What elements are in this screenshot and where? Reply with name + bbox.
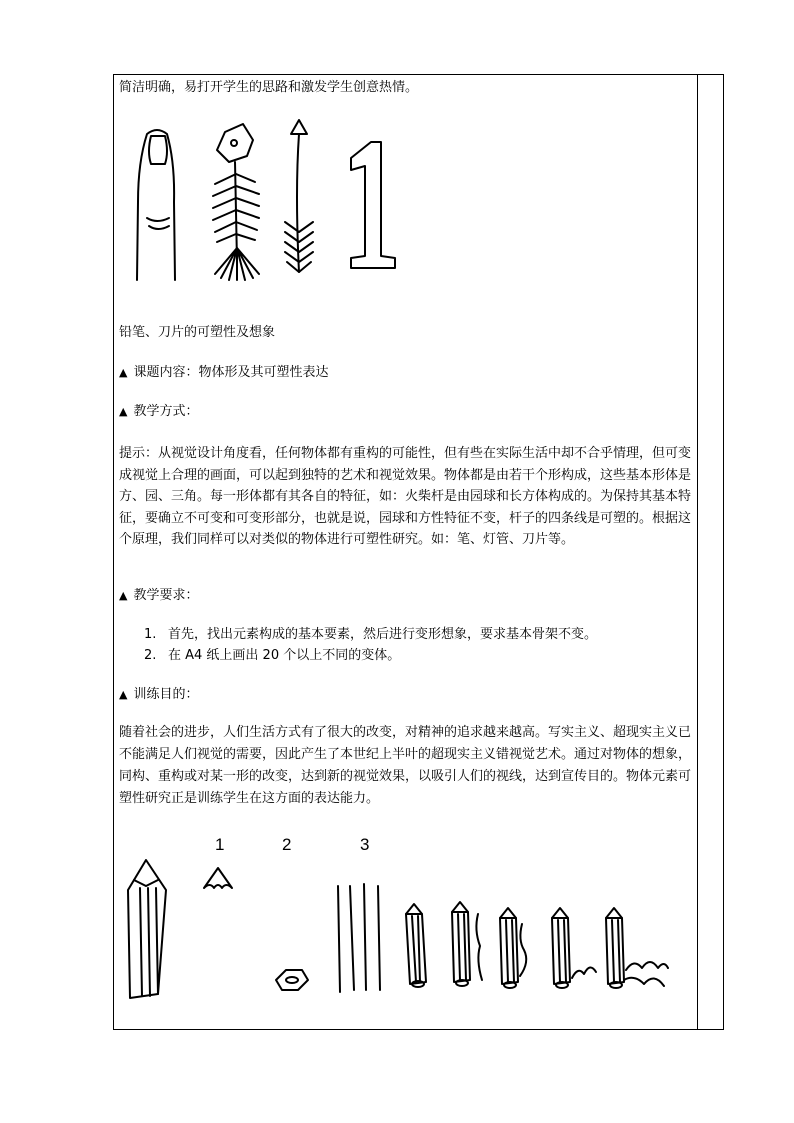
requirements-label: 教学要求： <box>133 588 199 603</box>
section-pencil-title: 铅笔、刀片的可塑性及想象 <box>119 325 276 340</box>
requirement-item <box>144 625 597 645</box>
sketch-row-top <box>125 122 405 282</box>
fishbone-sketch <box>213 124 259 280</box>
requirement-number: 2. <box>144 648 157 663</box>
triangle-bullet-icon: ▲ <box>119 366 128 379</box>
requirement-item <box>144 646 400 666</box>
figure-label: 3 <box>360 835 370 854</box>
table-column-divider <box>697 74 698 1030</box>
pencil-tip-sketch <box>204 868 232 888</box>
large-pencil-sketch <box>128 860 166 998</box>
pencil-variant-sketch <box>406 904 426 987</box>
arrow-sketch <box>285 120 313 272</box>
pencil-variant-sketch <box>552 908 596 988</box>
training-line <box>119 685 198 705</box>
intro-line: 简洁明确，易打开学生的思路和激发学生创意热情。 <box>119 80 419 95</box>
requirement-text: 首先，找出元素构成的基本要素，然后进行变形想象，要求基本骨架不变。 <box>168 627 598 642</box>
hint-paragraph: 提示：从视觉设计角度看，任何物体都有重构的可能性，但有些在实际生活中却不合乎情理，但可变成视觉上合理的画面，可以起到独特的艺术和视觉效果。物体都是由若干个形构成，这些基本形体是方、园、三角。每一形体都有其各自的特征，如：火柴杆是由园球和长方体构成的。为保持其基本特征，要确立不可变和可变形部分，也就是说，园球和方性特征不变，杆子的四条线是可塑的。根据这个原理，我们同样可以对类似的物体进行可塑性研究。如：笔、灯管、刀片等。 <box>119 446 692 547</box>
method-line <box>119 402 198 422</box>
pencil-variant-sketch <box>500 908 526 988</box>
figure-label: 1 <box>215 835 225 854</box>
sketch-row-pencils <box>118 830 678 1010</box>
hexagon-sketch <box>276 970 308 990</box>
training-label: 训练目的： <box>133 687 199 702</box>
figure-label: 2 <box>282 835 292 854</box>
triangle-bullet-icon: ▲ <box>119 688 128 701</box>
method-label: 教学方式： <box>133 404 199 419</box>
topic-label: 课题内容：物体形及其可塑性表达 <box>133 365 329 380</box>
requirement-text: 在 A4 纸上画出 20 个以上不同的变体。 <box>168 648 401 663</box>
parallel-lines-sketch <box>338 884 380 992</box>
training-paragraph: 随着社会的进步，人们生活方式有了很大的改变，对精神的追求越来越高。写实主义、超现实主义已不能满足人们视觉的需要，因此产生了本世纪上半叶的超现实主义错视觉艺术。通过对物体的想象，同构、重构或对某一形的改变，达到新的视觉效果，以吸引人们的视线，达到宣传目的。物体元素可塑性研究正是训练学生在这方面的表达能力。 <box>119 725 692 806</box>
triangle-bullet-icon: ▲ <box>119 405 128 418</box>
pencil-variant-sketch <box>452 902 482 986</box>
triangle-bullet-icon: ▲ <box>119 589 128 602</box>
requirements-line <box>119 586 198 606</box>
finger-sketch <box>137 130 175 280</box>
topic-line <box>119 363 328 383</box>
pencil-variant-sketch <box>606 908 668 988</box>
requirement-number: 1. <box>144 627 157 642</box>
numeral-one-sketch <box>351 142 395 268</box>
